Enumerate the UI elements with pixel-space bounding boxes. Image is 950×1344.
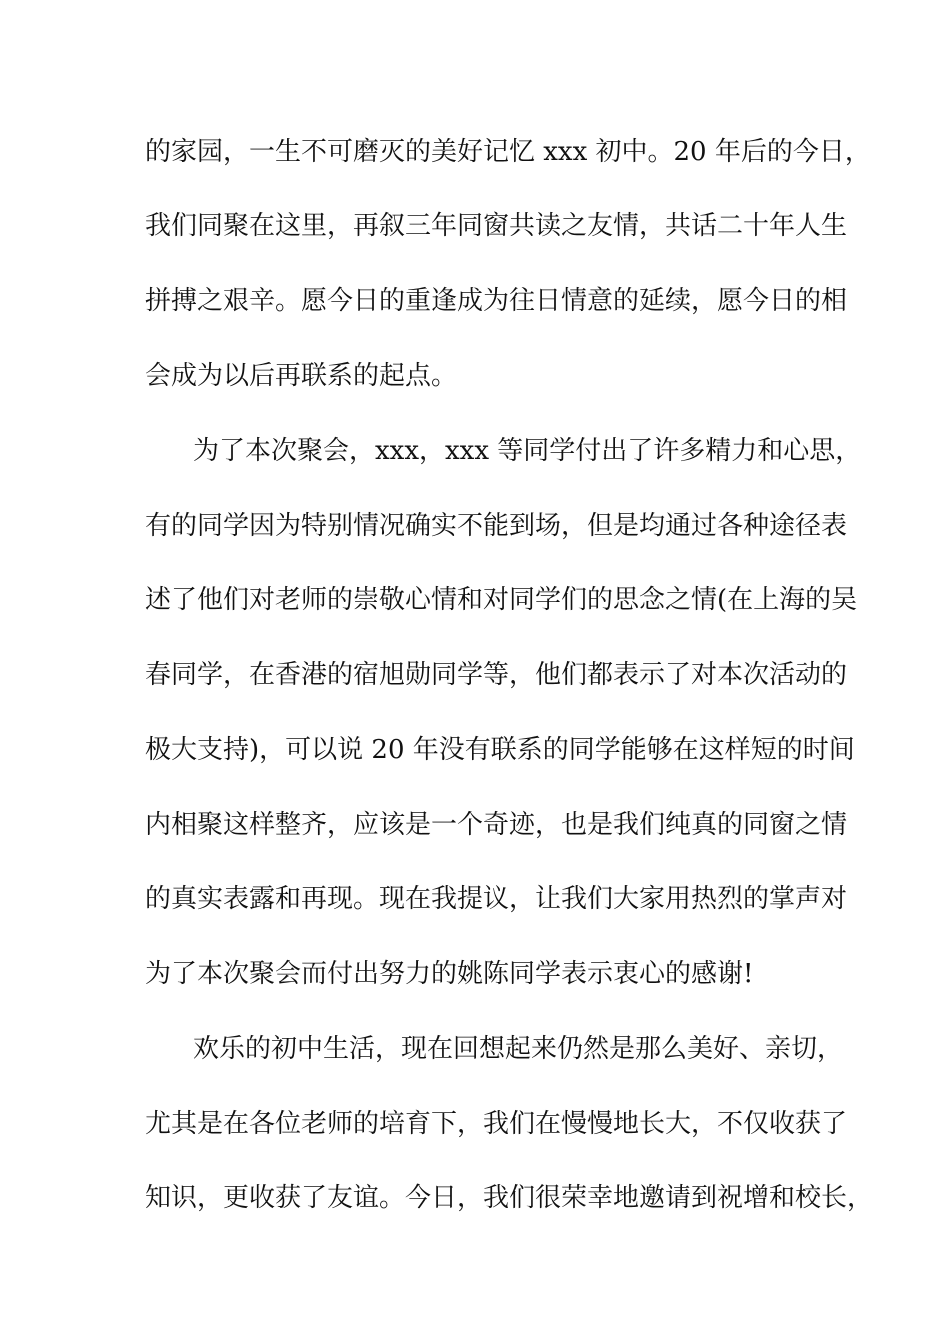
text-line: 述了他们对老师的崇敬心情和对同学们的思念之情(在上海的吴 (145, 585, 858, 615)
text-line: 知识，更收获了友谊。今日，我们很荣幸地邀请到祝增和校长， (145, 1183, 874, 1213)
text-line: 尤其是在各位老师的培育下，我们在慢慢地长大，不仅收获了 (145, 1109, 848, 1139)
text-line: 会成为以后再联系的起点。 (145, 361, 458, 391)
text-line: 的家园，一生不可磨灭的美好记忆 xxx 初中。20 年后的今日， (145, 137, 871, 167)
text-line: 有的同学因为特别情况确实不能到场，但是均通过各种途径表 (145, 511, 848, 541)
text-line: 我们同聚在这里，再叙三年同窗共读之友情，共话二十年人生 (145, 211, 848, 241)
text-line: 的真实表露和再现。现在我提议，让我们大家用热烈的掌声对 (145, 884, 848, 914)
paragraph-first-line: 欢乐的初中生活，现在回想起来仍然是那么美好、亲切， (193, 1034, 844, 1064)
paragraph-first-line: 为了本次聚会，xxx，xxx 等同学付出了许多精力和心思， (193, 436, 862, 466)
text-line: 极大支持)，可以说 20 年没有联系的同学能够在这样短的时间 (145, 735, 855, 765)
text-line: 春同学，在香港的宿旭勋同学等，他们都表示了对本次活动的 (145, 660, 848, 690)
text-line: 拼搏之艰辛。愿今日的重逢成为往日情意的延续，愿今日的相 (145, 286, 848, 316)
text-line: 为了本次聚会而付出努力的姚陈同学表示衷心的感谢! (145, 959, 754, 989)
text-line: 内相聚这样整齐，应该是一个奇迹，也是我们纯真的同窗之情 (145, 810, 848, 840)
